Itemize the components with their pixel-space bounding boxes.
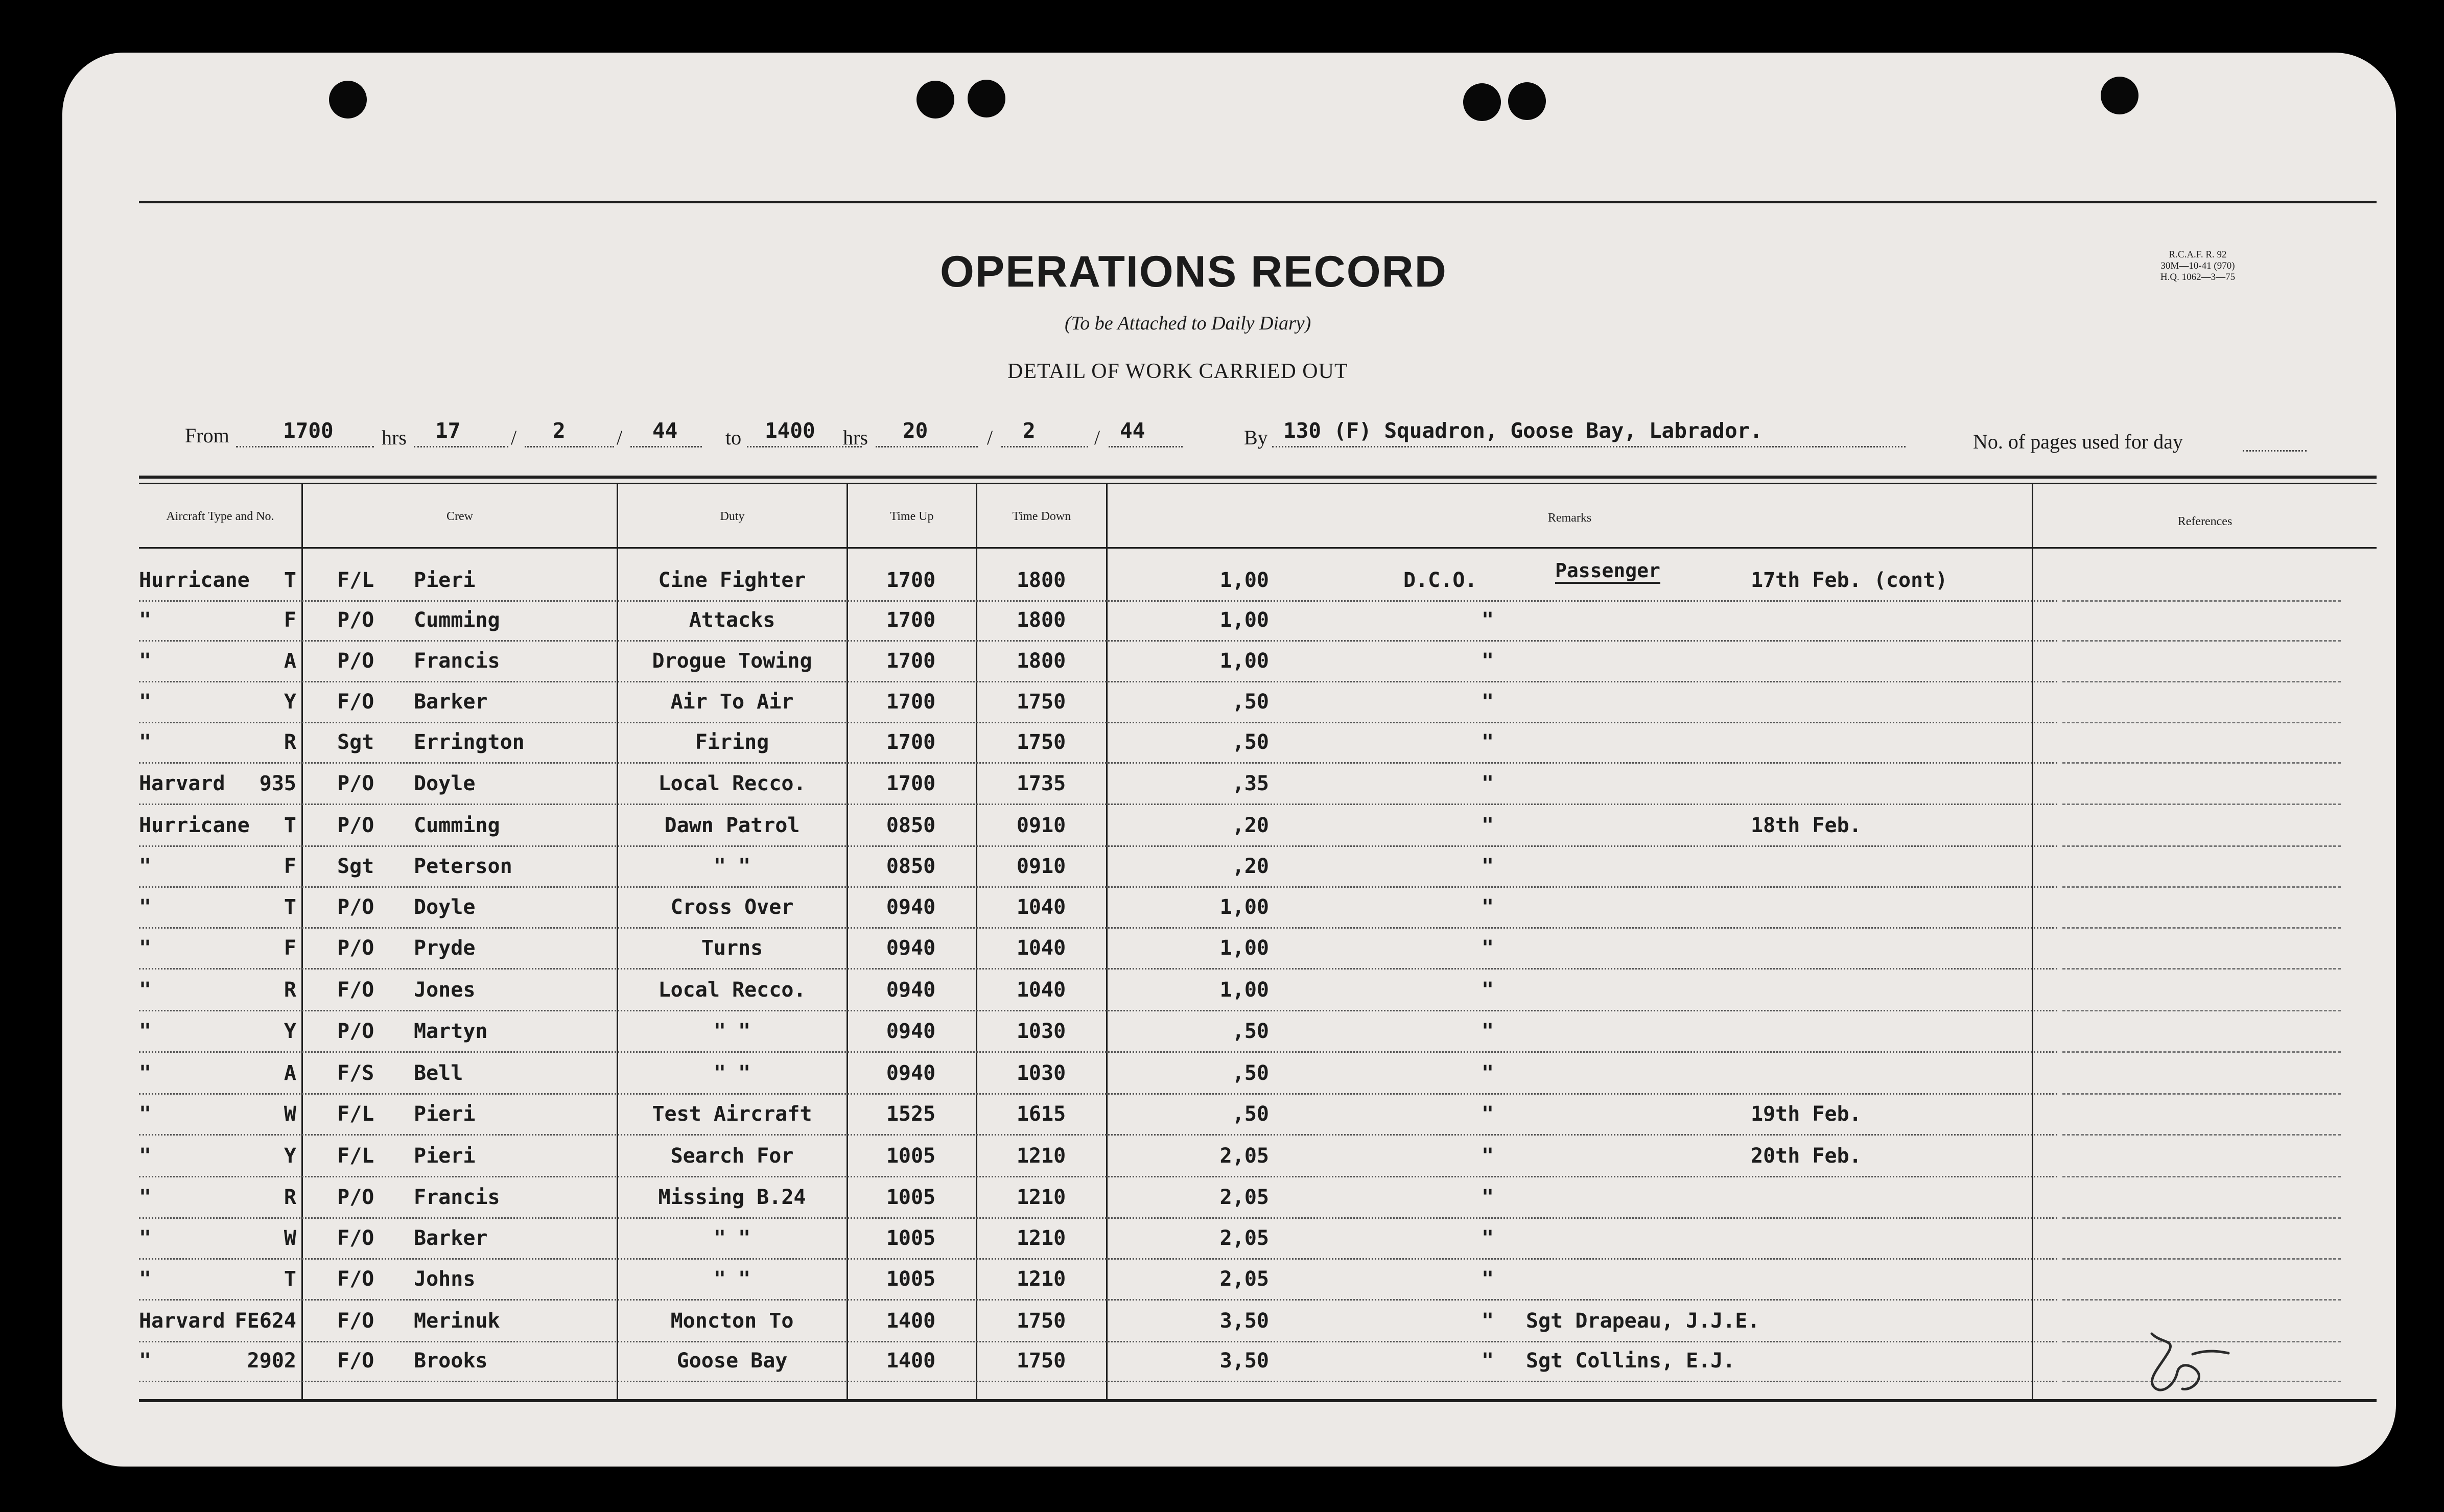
from-year-dots xyxy=(630,446,702,447)
aircraft-number: Y xyxy=(284,1020,296,1043)
to-month: 2 xyxy=(1023,418,1036,443)
time-down: 1750 xyxy=(1016,1349,1066,1373)
punch-hole xyxy=(329,81,367,119)
from-year: 44 xyxy=(652,418,678,443)
time-up: 0940 xyxy=(886,1061,936,1085)
from-time: 1700 xyxy=(283,418,334,443)
to-day: 20 xyxy=(903,418,928,443)
time-up: 0850 xyxy=(886,814,936,837)
aircraft-type: " xyxy=(139,1226,152,1250)
time-up: 1005 xyxy=(886,1186,936,1209)
flight-duration: 1,00 xyxy=(1219,649,1269,673)
duty-text: Attacks xyxy=(689,608,776,632)
from-month: 2 xyxy=(553,418,566,443)
aircraft-type: Harvard xyxy=(139,772,225,795)
duty-text: Test Aircraft xyxy=(652,1102,812,1126)
remark-note: 20th Feb. xyxy=(1751,1144,1862,1168)
flight-duration: 1,00 xyxy=(1219,978,1269,1002)
duty-text: Local Recco. xyxy=(658,772,806,795)
table-top-rule xyxy=(139,476,2377,479)
remark-note: 19th Feb. xyxy=(1751,1102,1862,1126)
from-label: From xyxy=(185,424,229,447)
aircraft-type: " xyxy=(139,1186,152,1209)
hrs-label: hrs xyxy=(843,426,868,449)
crew-name: Peterson xyxy=(414,855,512,878)
flight-duration: 2,05 xyxy=(1219,1144,1269,1168)
time-down: 1040 xyxy=(1016,895,1066,919)
flight-duration: 1,00 xyxy=(1219,608,1269,632)
flight-duration: ,35 xyxy=(1232,772,1269,795)
aircraft-number: FE624 xyxy=(234,1309,296,1333)
aircraft-type: " xyxy=(139,690,152,714)
crew-rank: Sgt xyxy=(337,855,374,878)
flight-duration: 3,50 xyxy=(1219,1349,1269,1373)
form-number-line: R.C.A.F. R. 92 xyxy=(2169,249,2227,260)
remarks-passenger-note: Passenger xyxy=(1555,559,1660,584)
remark-text: " xyxy=(1481,1226,1494,1250)
flight-duration: 3,50 xyxy=(1219,1309,1269,1333)
punch-hole xyxy=(2101,77,2138,114)
time-up: 1525 xyxy=(886,1102,936,1126)
time-down: 1750 xyxy=(1016,1309,1066,1333)
crew-name: Cumming xyxy=(414,608,500,632)
time-up: 0940 xyxy=(886,1020,936,1043)
crew-rank: P/O xyxy=(337,649,374,673)
time-down: 1750 xyxy=(1016,730,1066,754)
time-down: 1210 xyxy=(1016,1226,1066,1250)
remark-text: " xyxy=(1481,1309,1494,1333)
time-up: 1005 xyxy=(886,1226,936,1250)
time-up: 0940 xyxy=(886,936,936,960)
crew-rank: P/O xyxy=(337,608,374,632)
flight-duration: 2,05 xyxy=(1219,1186,1269,1209)
time-up: 1400 xyxy=(886,1349,936,1373)
form-number-line: H.Q. 1062—3—75 xyxy=(2160,272,2236,282)
date-slash: / xyxy=(617,426,623,449)
time-up: 1700 xyxy=(886,649,936,673)
to-month-dots xyxy=(1001,446,1088,447)
remark-note: 17th Feb. (cont) xyxy=(1751,569,1948,592)
flight-duration: 1,00 xyxy=(1219,569,1269,592)
remark-text: D.C.O. xyxy=(1403,569,1477,592)
time-down: 1040 xyxy=(1016,978,1066,1002)
crew-name: Cumming xyxy=(414,814,500,837)
flight-duration: ,20 xyxy=(1232,855,1269,878)
time-down: 1800 xyxy=(1016,608,1066,632)
aircraft-number: W xyxy=(284,1226,296,1250)
header-divider xyxy=(139,547,2377,549)
to-label: to xyxy=(725,426,742,449)
table-bottom-rule xyxy=(139,1399,2377,1402)
time-down: 1030 xyxy=(1016,1020,1066,1043)
duty-text: Missing B.24 xyxy=(658,1186,806,1209)
time-down: 1040 xyxy=(1016,936,1066,960)
aircraft-type: " xyxy=(139,730,152,754)
time-up: 1005 xyxy=(886,1267,936,1291)
remark-text: " xyxy=(1481,814,1494,837)
time-up: 0850 xyxy=(886,855,936,878)
crew-name: Errington xyxy=(414,730,525,754)
crew-name: Francis xyxy=(414,1186,500,1209)
time-down: 1750 xyxy=(1016,690,1066,714)
punch-hole xyxy=(917,81,954,119)
crew-rank: F/O xyxy=(337,1309,374,1333)
aircraft-number: F xyxy=(284,855,296,878)
aircraft-number: 2902 xyxy=(247,1349,296,1373)
flight-duration: ,50 xyxy=(1232,1061,1269,1085)
flight-duration: ,50 xyxy=(1232,1020,1269,1043)
aircraft-number: W xyxy=(284,1102,296,1126)
aircraft-number: F xyxy=(284,608,296,632)
crew-name: Pryde xyxy=(414,936,476,960)
duty-text: " " xyxy=(713,1061,751,1085)
aircraft-type: Hurricane xyxy=(139,814,250,837)
aircraft-number: R xyxy=(284,978,296,1002)
unit-dots xyxy=(1272,446,1906,447)
crew-rank: P/O xyxy=(337,1186,374,1209)
crew-name: Johns xyxy=(414,1267,476,1291)
crew-rank: F/O xyxy=(337,978,374,1002)
unit-name: 130 (F) Squadron, Goose Bay, Labrador. xyxy=(1283,418,1763,443)
crew-name: Doyle xyxy=(414,895,476,919)
time-down: 1800 xyxy=(1016,649,1066,673)
time-up: 1700 xyxy=(886,690,936,714)
punch-hole xyxy=(968,80,1005,117)
flight-duration: 2,05 xyxy=(1219,1226,1269,1250)
aircraft-type: " xyxy=(139,1102,152,1126)
duty-text: Firing xyxy=(695,730,769,754)
from-time-dots xyxy=(236,446,374,447)
time-up: 1700 xyxy=(886,730,936,754)
column-header-time-down: Time Down xyxy=(1012,510,1071,523)
remark-text: " xyxy=(1481,1102,1494,1126)
time-down: 0910 xyxy=(1016,814,1066,837)
duty-text: Turns xyxy=(701,936,763,960)
pages-dots xyxy=(2243,450,2307,452)
hrs-label: hrs xyxy=(382,426,407,449)
crew-name: Martyn xyxy=(414,1020,488,1043)
column-divider xyxy=(301,484,303,1399)
column-header-remarks: Remarks xyxy=(1547,511,1592,525)
column-header-crew: Crew xyxy=(447,510,473,523)
aircraft-number: T xyxy=(284,895,296,919)
crew-rank: F/O xyxy=(337,690,374,714)
time-down: 1210 xyxy=(1016,1186,1066,1209)
form-number xyxy=(2147,249,2249,283)
aircraft-type: " xyxy=(139,649,152,673)
time-down: 1735 xyxy=(1016,772,1066,795)
time-up: 1700 xyxy=(886,772,936,795)
to-year: 44 xyxy=(1120,418,1145,443)
remark-text: " xyxy=(1481,1186,1494,1209)
remark-text: " xyxy=(1481,1349,1494,1373)
remark-text: " xyxy=(1481,978,1494,1002)
duty-text: Cross Over xyxy=(670,895,794,919)
remark-text: " xyxy=(1481,1267,1494,1291)
crew-name: Pieri xyxy=(414,1144,476,1168)
column-header-time-up: Time Up xyxy=(890,510,934,523)
top-rule xyxy=(139,201,2377,203)
flight-duration: 2,05 xyxy=(1219,1267,1269,1291)
remark-text: " xyxy=(1481,730,1494,754)
remark-text: " xyxy=(1481,1020,1494,1043)
remark-text: " xyxy=(1481,649,1494,673)
flight-duration: 1,00 xyxy=(1219,895,1269,919)
time-down: 1030 xyxy=(1016,1061,1066,1085)
punch-hole xyxy=(1508,82,1546,120)
aircraft-number: R xyxy=(284,1186,296,1209)
crew-name: Pieri xyxy=(414,569,476,592)
aircraft-number: R xyxy=(284,730,296,754)
duty-text: " " xyxy=(713,855,751,878)
remark-text: " xyxy=(1481,895,1494,919)
remark-note: Sgt Drapeau, J.J.E. xyxy=(1526,1309,1760,1333)
column-divider xyxy=(976,484,977,1399)
time-down: 1210 xyxy=(1016,1144,1066,1168)
aircraft-number: F xyxy=(284,936,296,960)
crew-rank: F/L xyxy=(337,1102,374,1126)
aircraft-number: Y xyxy=(284,690,296,714)
aircraft-type: " xyxy=(139,1144,152,1168)
aircraft-type: " xyxy=(139,1020,152,1043)
remark-text: " xyxy=(1481,855,1494,878)
to-year-dots xyxy=(1109,446,1183,447)
time-down: 0910 xyxy=(1016,855,1066,878)
remark-note: 18th Feb. xyxy=(1751,814,1862,837)
aircraft-type: " xyxy=(139,936,152,960)
crew-rank: F/O xyxy=(337,1226,374,1250)
time-up: 1005 xyxy=(886,1144,936,1168)
aircraft-number: T xyxy=(284,569,296,592)
date-slash: / xyxy=(1094,426,1100,449)
aircraft-number: Y xyxy=(284,1144,296,1168)
aircraft-type: " xyxy=(139,1267,152,1291)
aircraft-type: " xyxy=(139,895,152,919)
crew-rank: F/L xyxy=(337,1144,374,1168)
duty-text: " " xyxy=(713,1020,751,1043)
flight-duration: 1,00 xyxy=(1219,936,1269,960)
duty-text: " " xyxy=(713,1226,751,1250)
time-down: 1615 xyxy=(1016,1102,1066,1126)
page-subtitle: (To be Attached to Daily Diary) xyxy=(1065,313,1311,334)
crew-rank: P/O xyxy=(337,814,374,837)
crew-rank: P/O xyxy=(337,1020,374,1043)
crew-name: Merinuk xyxy=(414,1309,500,1333)
aircraft-type: " xyxy=(139,1349,152,1373)
aircraft-number: T xyxy=(284,1267,296,1291)
column-header-duty: Duty xyxy=(720,510,745,523)
aircraft-type: " xyxy=(139,855,152,878)
crew-name: Bell xyxy=(414,1061,463,1085)
column-header-references: References xyxy=(2177,515,2232,528)
duty-text: " " xyxy=(713,1267,751,1291)
aircraft-type: Harvard xyxy=(139,1309,225,1333)
crew-name: Pieri xyxy=(414,1102,476,1126)
from-month-dots xyxy=(525,446,614,447)
from-day: 17 xyxy=(435,418,461,443)
column-divider xyxy=(617,484,618,1399)
column-divider xyxy=(1106,484,1108,1399)
table-top-rule-2 xyxy=(139,483,2377,484)
crew-name: Barker xyxy=(414,690,488,714)
flight-duration: ,50 xyxy=(1232,690,1269,714)
crew-rank: P/O xyxy=(337,895,374,919)
crew-rank: F/O xyxy=(337,1349,374,1373)
to-day-dots xyxy=(876,446,978,447)
form-number-line: 30M—10-41 (970) xyxy=(2160,261,2235,271)
column-header-aircraft: Aircraft Type and No. xyxy=(166,510,274,523)
duty-text: Moncton To xyxy=(670,1309,794,1333)
remark-text: " xyxy=(1481,936,1494,960)
flight-duration: ,20 xyxy=(1232,814,1269,837)
crew-rank: Sgt xyxy=(337,730,374,754)
from-day-dots xyxy=(414,446,508,447)
remark-text: " xyxy=(1481,1144,1494,1168)
remark-text: " xyxy=(1481,1061,1494,1085)
aircraft-number: 935 xyxy=(259,772,296,795)
detail-heading: DETAIL OF WORK CARRIED OUT xyxy=(1007,360,1348,383)
duty-text: Cine Fighter xyxy=(658,569,806,592)
remark-note: Sgt Collins, E.J. xyxy=(1526,1349,1735,1373)
aircraft-type: " xyxy=(139,1061,152,1085)
duty-text: Drogue Towing xyxy=(652,649,812,673)
duty-text: Local Recco. xyxy=(658,978,806,1002)
aircraft-number: A xyxy=(284,1061,296,1085)
duty-text: Air To Air xyxy=(670,690,794,714)
column-divider xyxy=(847,484,848,1399)
crew-name: Brooks xyxy=(414,1349,488,1373)
time-up: 1700 xyxy=(886,569,936,592)
duty-text: Search For xyxy=(670,1144,794,1168)
crew-name: Jones xyxy=(414,978,476,1002)
duty-text: Goose Bay xyxy=(676,1349,788,1373)
duty-text: Dawn Patrol xyxy=(664,814,800,837)
crew-rank: F/O xyxy=(337,1267,374,1291)
time-down: 1210 xyxy=(1016,1267,1066,1291)
time-up: 0940 xyxy=(886,978,936,1002)
time-down: 1800 xyxy=(1016,569,1066,592)
aircraft-number: T xyxy=(284,814,296,837)
crew-name: Francis xyxy=(414,649,500,673)
aircraft-type: " xyxy=(139,978,152,1002)
column-divider xyxy=(2032,484,2033,1399)
time-up: 1700 xyxy=(886,608,936,632)
pages-label: No. of pages used for day xyxy=(1973,430,2183,453)
handwritten-initials-signature xyxy=(2131,1324,2234,1400)
remark-text: " xyxy=(1481,608,1494,632)
time-up: 1400 xyxy=(886,1309,936,1333)
flight-duration: ,50 xyxy=(1232,730,1269,754)
crew-name: Doyle xyxy=(414,772,476,795)
aircraft-number: A xyxy=(284,649,296,673)
remark-text: " xyxy=(1481,772,1494,795)
operations-record-sheet xyxy=(62,53,2396,1467)
crew-rank: P/O xyxy=(337,936,374,960)
date-slash: / xyxy=(511,426,517,449)
crew-rank: F/S xyxy=(337,1061,374,1085)
time-up: 0940 xyxy=(886,895,936,919)
aircraft-type: Hurricane xyxy=(139,569,250,592)
punch-hole xyxy=(1463,83,1501,121)
crew-name: Barker xyxy=(414,1226,488,1250)
crew-rank: F/L xyxy=(337,569,374,592)
remark-text: " xyxy=(1481,690,1494,714)
date-slash: / xyxy=(987,426,993,449)
by-label: By xyxy=(1244,426,1268,449)
flight-duration: ,50 xyxy=(1232,1102,1269,1126)
crew-rank: P/O xyxy=(337,772,374,795)
page-title: OPERATIONS RECORD xyxy=(940,247,1447,296)
to-time: 1400 xyxy=(765,418,815,443)
aircraft-type: " xyxy=(139,608,152,632)
